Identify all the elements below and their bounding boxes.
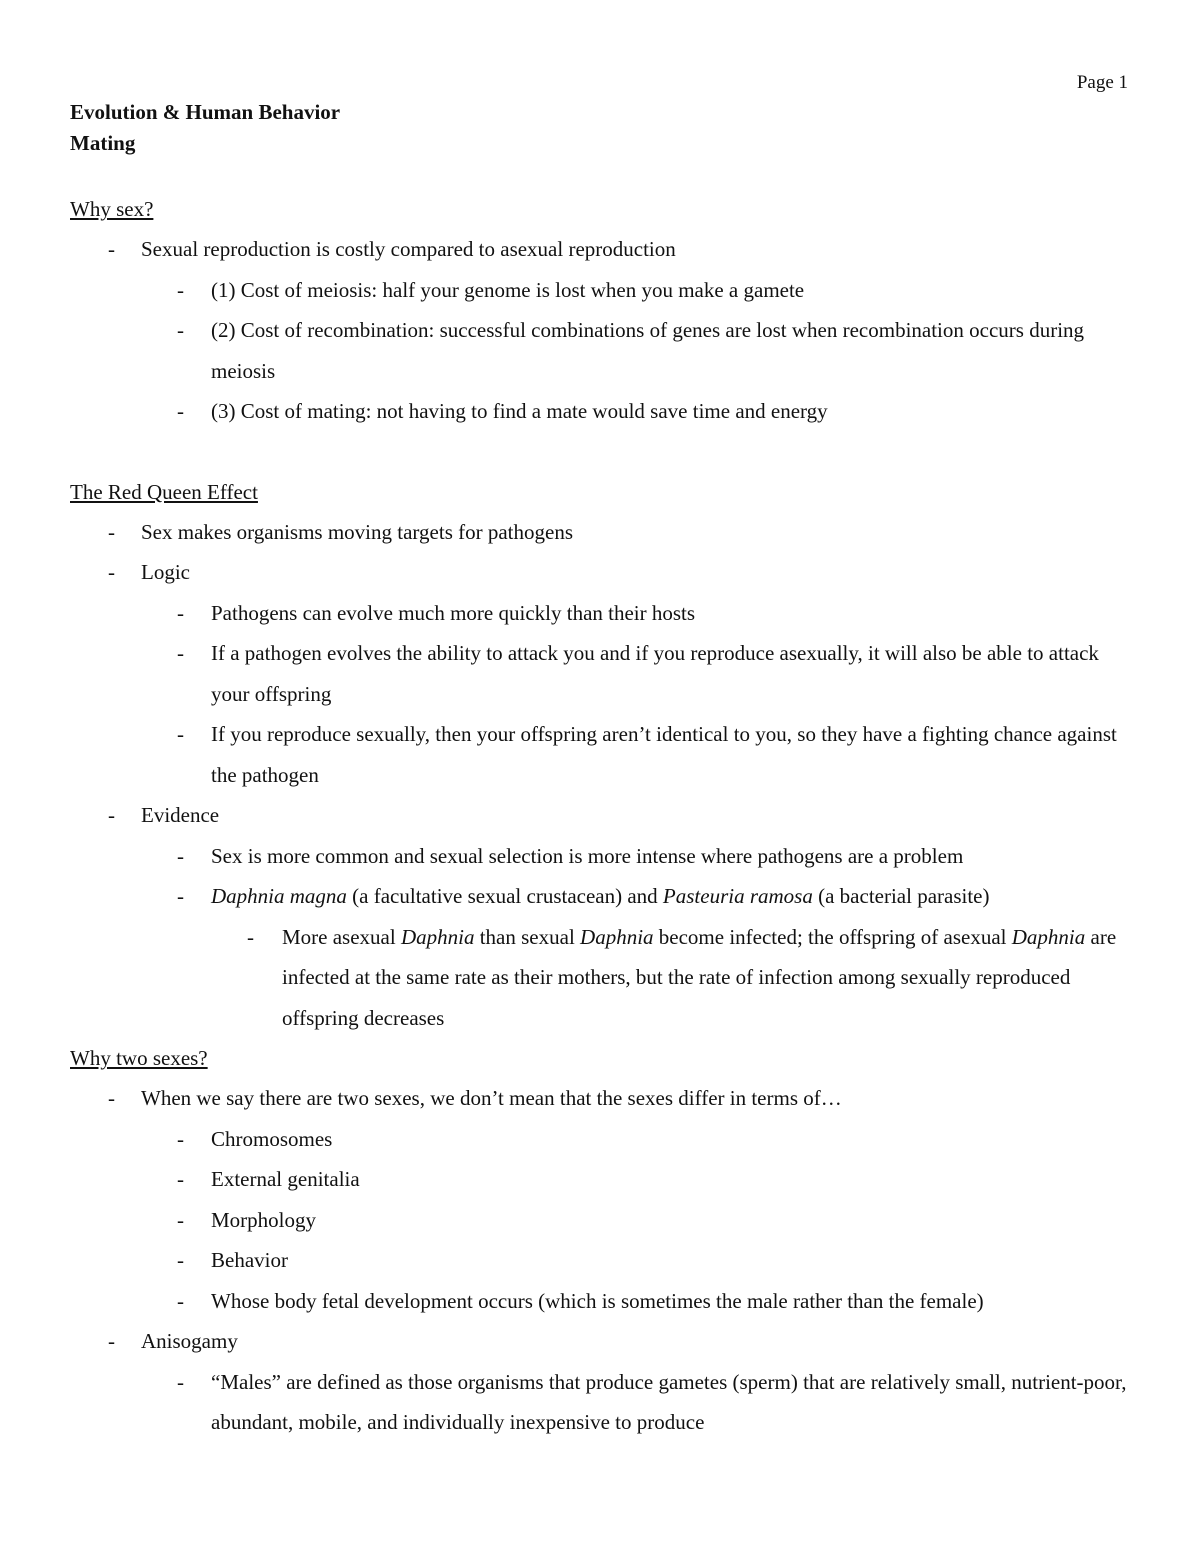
list-item xyxy=(70,876,1140,917)
list-item xyxy=(70,836,1140,877)
bullet-dash: - xyxy=(177,1288,184,1313)
list-item xyxy=(70,1078,1140,1119)
bullet-text: Evidence xyxy=(141,803,220,827)
bullet-text: (2) Cost of recombination: successful combinations of genes are lost when recombination occurs during meiosis xyxy=(211,318,1085,383)
bullet-dash: - xyxy=(108,1329,115,1353)
text-run: (a bacterial parasite) xyxy=(812,884,990,908)
bullet-dash: - xyxy=(177,600,184,625)
list-item xyxy=(70,1240,1140,1281)
two-sexes-list xyxy=(70,1078,1140,1119)
list-item xyxy=(70,1281,1140,1322)
sex-differences-list xyxy=(70,1119,1140,1322)
bullet-dash: - xyxy=(108,1086,115,1110)
bullet-dash: - xyxy=(108,237,115,261)
why-sex-list xyxy=(70,229,1140,270)
list-item xyxy=(70,1321,1140,1362)
bullet-dash: - xyxy=(177,1167,184,1191)
bullet-dash: - xyxy=(177,1126,184,1151)
bullet-text: If you reproduce sexually, then your offspring aren’t identical to you, so they have a fighting chance against the pathogen xyxy=(211,722,1117,787)
list-item xyxy=(70,229,1140,270)
bullet-dash: - xyxy=(177,884,184,908)
text-run: (a facultative sexual crustacean) and xyxy=(346,884,663,908)
list-item xyxy=(70,917,1140,1039)
red-queen-list xyxy=(70,512,1140,593)
bullet-dash: - xyxy=(177,641,184,665)
anisogamy-list xyxy=(70,1362,1140,1443)
bullet-dash: - xyxy=(108,519,115,544)
daphnia-detail-list xyxy=(70,917,1140,1039)
list-item xyxy=(70,593,1140,634)
bullet-dash: - xyxy=(177,1248,184,1272)
bullet-text: Chromosomes xyxy=(211,1126,333,1151)
bullet-text: Sexual reproduction is costly compared to asexual reproduction xyxy=(141,237,676,261)
document-body xyxy=(70,97,1140,1443)
bullet-dash: - xyxy=(108,803,115,827)
species-name: Daphnia xyxy=(400,924,475,949)
bullet-text: (1) Cost of meiosis: half your genome is lost when you make a gamete xyxy=(211,277,805,302)
list-item xyxy=(70,310,1140,391)
list-item xyxy=(70,552,1140,593)
bullet-dash: - xyxy=(177,399,184,423)
logic-list xyxy=(70,593,1140,796)
species-name: Daphnia xyxy=(580,924,654,949)
bullet-text: Morphology xyxy=(211,1207,316,1232)
text-run: More asexual xyxy=(282,924,401,949)
bullet-text: Pathogens can evolve much more quickly than their hosts xyxy=(211,600,696,625)
bullet-dash: - xyxy=(177,318,184,342)
species-name: Daphnia magna xyxy=(211,884,347,908)
bullet-dash: - xyxy=(177,1369,184,1394)
bullet-text: Behavior xyxy=(211,1248,288,1272)
bullet-text: Sex is more common and sexual selection is more intense where pathogens are a problem xyxy=(211,843,964,868)
list-item xyxy=(70,512,1140,553)
bullet-text: Whose body fetal development occurs (which is sometimes the male rather than the female) xyxy=(211,1288,984,1313)
bullet-dash: - xyxy=(177,722,184,746)
bullet-dash: - xyxy=(108,560,115,584)
bullet-dash: - xyxy=(177,277,184,302)
bullet-text: (3) Cost of mating: not having to find a mate would save time and energy xyxy=(211,399,828,423)
anisogamy-list-head xyxy=(70,1321,1140,1362)
list-item xyxy=(70,1200,1140,1241)
evidence-list xyxy=(70,836,1140,917)
evidence-list-head xyxy=(70,795,1140,836)
bullet-text: Sex makes organisms moving targets for pathogens xyxy=(141,519,573,544)
section-heading-two-sexes: Why two sexes? xyxy=(70,1046,208,1070)
bullet-dash: - xyxy=(177,1207,184,1232)
list-item xyxy=(70,795,1140,836)
document-subtitle: Mating xyxy=(70,131,136,155)
list-item xyxy=(70,1119,1140,1160)
list-item xyxy=(70,270,1140,311)
list-item xyxy=(70,633,1140,714)
bullet-text: “Males” are defined as those organisms that produce gametes (sperm) that are relatively small, nutrient-poor, abundant, mobile, and individually inexpensive to produce xyxy=(211,1369,1127,1434)
bullet-text: Anisogamy xyxy=(141,1329,238,1353)
text-run: are infected at the same rate as their mothers, but the rate of infection among sexually reproduced offspring decreases xyxy=(282,924,1117,1030)
list-item xyxy=(70,1362,1140,1443)
page-number: Page 1 xyxy=(1076,72,1128,93)
bullet-text xyxy=(211,884,990,908)
section-heading-why-sex: Why sex? xyxy=(70,197,154,221)
species-name: Daphnia xyxy=(1011,924,1086,949)
document-title: Evolution & Human Behavior xyxy=(70,100,341,124)
bullet-text: External genitalia xyxy=(211,1167,360,1191)
bullet-text: Logic xyxy=(141,560,190,584)
text-run: become infected; the offspring of asexual xyxy=(653,924,1012,949)
bullet-dash: - xyxy=(177,843,184,868)
text-run: than sexual xyxy=(474,924,581,949)
list-item xyxy=(70,391,1140,432)
section-heading-red-queen: The Red Queen Effect xyxy=(70,479,258,504)
bullet-dash: - xyxy=(247,924,254,949)
list-item xyxy=(70,714,1140,795)
bullet-text: When we say there are two sexes, we don’t mean that the sexes differ in terms of… xyxy=(141,1086,842,1110)
species-name: Pasteuria ramosa xyxy=(662,884,813,908)
why-sex-costs-list xyxy=(70,270,1140,432)
bullet-text xyxy=(282,925,1116,1030)
bullet-text: If a pathogen evolves the ability to attack you and if you reproduce asexually, it will also be able to attack your offspring xyxy=(211,641,1099,706)
list-item xyxy=(70,1159,1140,1200)
